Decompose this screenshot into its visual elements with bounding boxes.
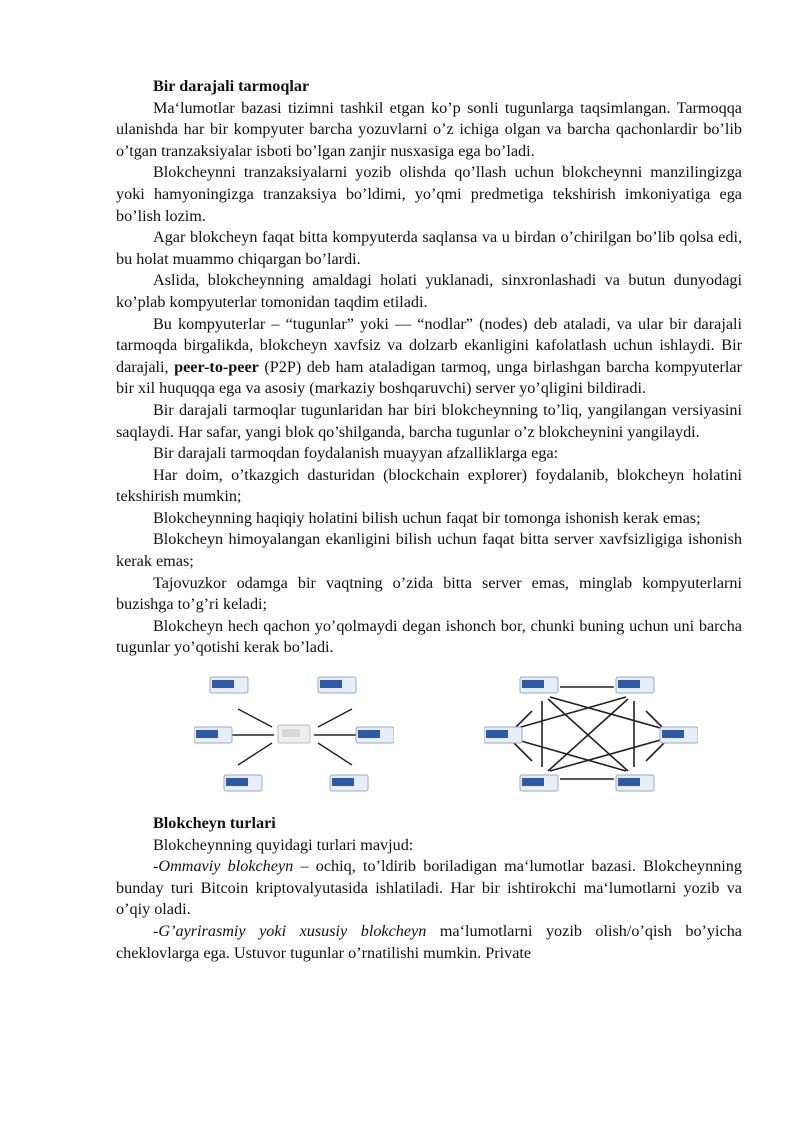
paragraph-5 <box>116 314 742 400</box>
network-figure <box>116 667 742 801</box>
xususiy-blokcheyn-term: -G’ayrirasmiy yoki xususiy blokcheyn <box>153 922 427 940</box>
paragraph-9: Blokcheynning haqiqiy holatini bilish uchun faqat bir tomonga ishonish kerak emas; <box>153 508 701 527</box>
paragraph-5-text-a: Bu kompyuterlar – “tugunlar” yoki — “nodlar” (nodes) deb ataladi, va ular bir darajali tarmoqda birgalikda, blokcheyn xavfsiz va dolzarb ekanligini kafolatlash uchun ishlaydi. Bir darajali, <box>116 314 742 376</box>
paragraph-14-text: – ochiq, to’ldirib boriladigan ma‘lumotlar bazasi. Blokcheynning bunday turi Bitcoin kriptovalyutasida ishlatiladi. Har bir ishtirokchi ma‘lumotlarni yozib va o’qiy oladi. <box>116 857 742 919</box>
paragraph-12: Blokcheyn hech qachon yo’qolmaydi degan ishonch bor, chunki buning uchun uni barcha tugunlar yo’qotishi kerak bo’ladi. <box>116 616 742 657</box>
paragraph-1: Ma‘lumotlar bazasi tizimni tashkil etgan ko’p sonli tugunlarga taqsimlangan. Tarmoqqa ulanishda har bir kompyuter barcha yozuvlarni o’z ichiga olgan va barcha qachonlardir bo’lib o’tgan tranzaksiyalar isboti bo’lgan zanjir nusxasiga ega bo’ladi. <box>116 98 742 160</box>
paragraph-10: Blokcheyn himoyalangan ekanligini bilish uchun faqat bitta server xavfsizligiga ishonish kerak emas; <box>116 530 742 571</box>
paragraph-4: Aslida, blokcheynning amaldagi holati yuklanadi, sinxronlashadi va butun dunyodagi ko’plab kompyuterlar tomonidan taqdim etiladi. <box>116 271 742 311</box>
document-page <box>116 76 742 964</box>
section-heading-blokcheyn-turlari: Blokcheyn turlari <box>153 814 276 833</box>
paragraph-8: Har doim, o’tkazgich dasturidan (blockchain explorer) foydalanib, blokcheyn holatini tekshirish mumkin; <box>116 465 742 506</box>
paragraph-7: Bir darajali tarmoqdan foydalanish muayyan afzalliklarga ega: <box>153 444 559 463</box>
paragraph-6: Bir darajali tarmoqlar tugunlaridan har biri blokcheynning to’liq, yangilangan versiyasini saqlaydi. Har safar, yangi blok qo’shilganda, barcha tugunlar o’z blokcheynini yangilaydi. <box>116 400 742 441</box>
paragraph-3: Agar blokcheyn faqat bitta kompyuterda saqlansa va u birdan o’chirilgan bo’lib qolsa edi, bu holat muammo chiqargan bo’lardi. <box>116 228 742 268</box>
section-heading-bir-darajali: Bir darajali tarmoqlar <box>153 77 310 95</box>
paragraph-5-text-b: (P2P) deb ham ataladigan tarmoq, unga birlashgan barcha kompyuterlar bir xil huquqqa ega va asosiy (markaziy boshqaruvchi) server yo’qligini bildiradi. <box>116 357 742 398</box>
paragraph-11: Tajovuzkor odamga bir vaqtning o’zida bitta server emas, minglab kompyuterlarni buzishga to’g’ri keladi; <box>116 573 742 614</box>
peer-to-peer-network-icon <box>484 667 698 801</box>
paragraph-15-text: ma‘lumotlarni yozib olish/o’qish bo’yicha cheklovlarga ega. Ustuvor tugunlar o’rnatilishi mumkin. Private <box>116 922 742 962</box>
paragraph-15 <box>116 921 742 964</box>
peer-to-peer-term: peer-to-peer <box>174 357 259 376</box>
paragraph-13: Blokcheynning quyidagi turlari mavjud: <box>153 835 414 854</box>
centralized-network-icon <box>194 667 394 801</box>
ommaviy-blokcheyn-term: -Ommaviy blokcheyn <box>153 857 294 876</box>
paragraph-2: Blokcheynni tranzaksiyalarni yozib olishda qo’llash uchun blokcheynni manzilingizga yoki hamyoningizga tranzaksiya bo’ldimi, yo’qmi predmetiga tekshirish imkoniyatiga ega bo’lish lozim. <box>116 163 742 225</box>
paragraph-14 <box>116 856 742 921</box>
